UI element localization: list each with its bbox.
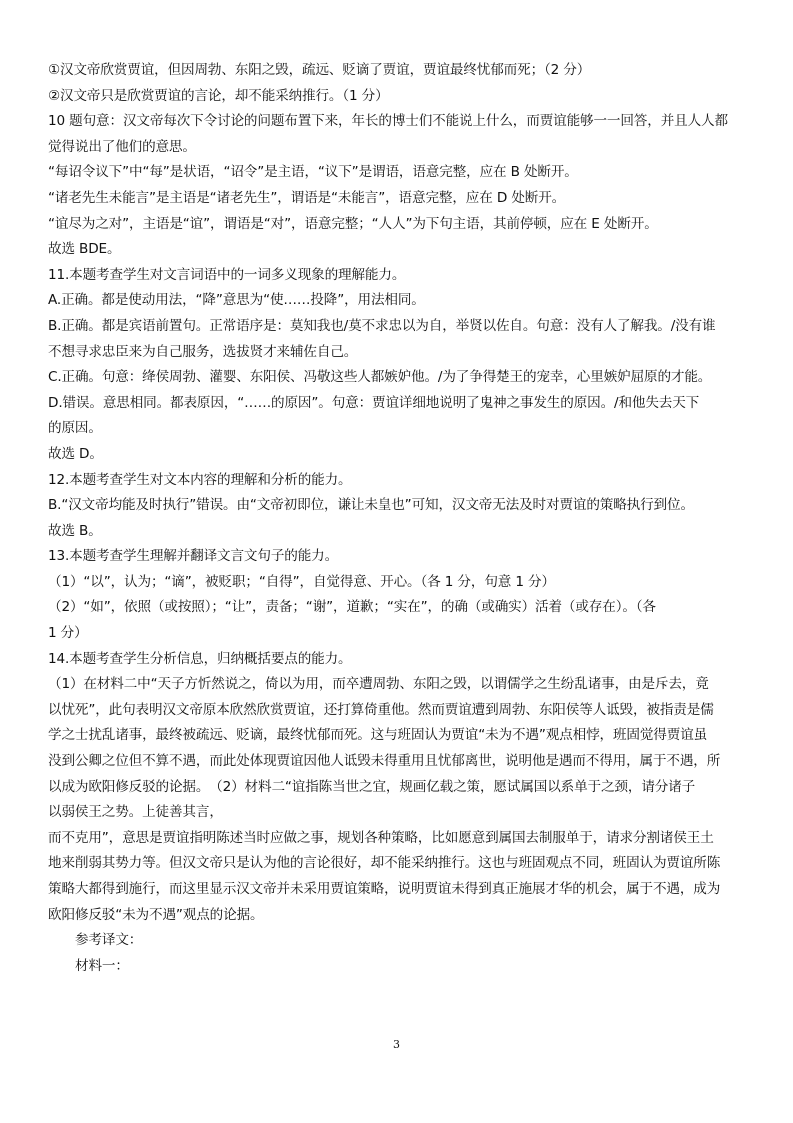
text-line: 1 分） (48, 625, 88, 642)
text-line: 10 题句意：汉文帝每次下令讨论的问题布置下来，年长的博士们不能说上什么，而贾谊能够一一回答，并且人人都 (48, 113, 728, 130)
text-line: 地来削弱其势力等。但汉文帝只是认为他的言论很好，却不能采纳推行。这也与班固观点不同，班固认为贾谊所陈 (48, 855, 721, 872)
text-line: 14.本题考查学生分析信息，归纳概括要点的能力。 (48, 650, 352, 667)
text-line: （1）“以”，认为；“谪”，被贬职；“自得”，自觉得意、开心。（各 1 分，句意 1 分） (48, 573, 555, 590)
text-line: D.错误。意思相同。都表原因，“……的原因”。句意：贾谊详细地说明了鬼神之事发生的原因。/和他失去天下 (48, 394, 700, 411)
text-line: 故选 B。 (48, 522, 102, 539)
text-line: 故选 D。 (48, 445, 103, 462)
text-line: 12.本题考查学生对文本内容的理解和分析的能力。 (48, 471, 352, 488)
text-line: A.正确。都是使动用法，“降”意思为“使……投降”，用法相同。 (48, 292, 425, 309)
text-line: （1）在材料二中“天子方忻然说之，倚以为用，而卒遭周勃、东阳之毁，以谓儒学之生纷乱诸事，由是斥去，竟 (48, 676, 709, 693)
text-line: 的原因。 (48, 420, 102, 437)
text-line: 以成为欧阳修反驳的论据。 （2）材料二“谊指陈当世之宜，规画亿载之策，愿试属国以系单于之颈，请分诸子 (48, 778, 696, 795)
text-line: 策略大都得到施行，而这里显示汉文帝并未采用贾谊策略，说明贾谊未得到真正施展才华的机会，属于不遇，成为 (48, 881, 721, 897)
text-line: 觉得说出了他们的意思。 (48, 138, 196, 155)
material-one-heading: 材料一： (75, 957, 129, 974)
text-line: C.正确。句意：绛侯周勃、灌婴、东阳侯、冯敬这些人都嫉妒他。/为了争得楚王的宠幸，心里嫉妒屈原的才能。 (48, 369, 712, 386)
text-line: B.正确。都是宾语前置句。正常语序是：莫知我也/莫不求忠以为自，举贤以佐自。句意：没有人了解我。/没有谁 (48, 317, 716, 334)
text-line: B.“汉文帝均能及时执行”错误。由“文帝初即位，谦让未皇也”可知，汉文帝无法及时对贾谊的策略执行到位。 (48, 497, 694, 514)
text-line: 不想寻求忠臣来为自己服务，选拔贤才来辅佐自己。 (48, 343, 358, 360)
text-line: 11.本题考查学生对文言词语中的一词多义现象的理解能力。 (48, 266, 406, 283)
text-line: 没到公卿之位但不算不遇，而此处体现贾谊因他人诋毁未得重用且忧郁离世，说明他是遇而不得用，属于不遇，所 (48, 753, 721, 770)
text-line: 以弱侯王之势。上徒善其言， (48, 804, 223, 821)
text-line: “每诏令议下”中“每”是状语，“诏令”是主语，“议下”是谓语，语意完整，应在 B 处断开。 (48, 164, 578, 181)
text-line: 欧阳修反驳“未为不遇”观点的论据。 (48, 906, 264, 923)
text-line: 故选 BDE。 (48, 241, 121, 258)
text-line: “谊尽为之对”，主语是“谊”，谓语是“对”，语意完整；“人人”为下句主语，其前停顿，应在 E 处断开。 (48, 215, 658, 232)
text-line: “诸老先生未能言”是主语是“诸老先生”，谓语是“未能言”，语意完整，应在 D 处断开。 (48, 189, 566, 206)
text-line: ①汉文帝欣赏贾谊，但因周勃、东阳之毁，疏远、贬谪了贾谊，贾谊最终忧郁而死；（2 分） (48, 62, 591, 78)
text-line: 以忧死”，此句表明汉文帝原本欣然欣赏贾谊，还打算倚重他。然而贾谊遭到周勃、东阳侯等人诋毁，被指责是儒 (48, 701, 714, 718)
reference-translation-heading: 参考译文： (75, 932, 143, 949)
text-line: 学之士扰乱诸事，最终被疏远、贬谪，最终忧郁而死。这与班固认为贾谊“未为不遇”观点相悖，班固觉得贾谊虽 (48, 727, 708, 744)
text-line: ②汉文帝只是欣赏贾谊的言论，却不能采纳推行。（1 分） (48, 87, 389, 104)
text-line: 而不克用”，意思是贾谊指明陈述当时应做之事，规划各种策略，比如愿意到属国去制服单于，请求分割诸侯王土 (48, 829, 714, 846)
document-body (48, 58, 748, 979)
text-line: 13.本题考查学生理解并翻译文言文句子的能力。 (48, 548, 339, 565)
text-line: （2）“如”，依照（或按照）；“让”，责备；“谢”，道歉；“实在”，的确（或确实）活着（或存在）。（各 (48, 599, 656, 616)
page-number: 3 (393, 1038, 400, 1051)
